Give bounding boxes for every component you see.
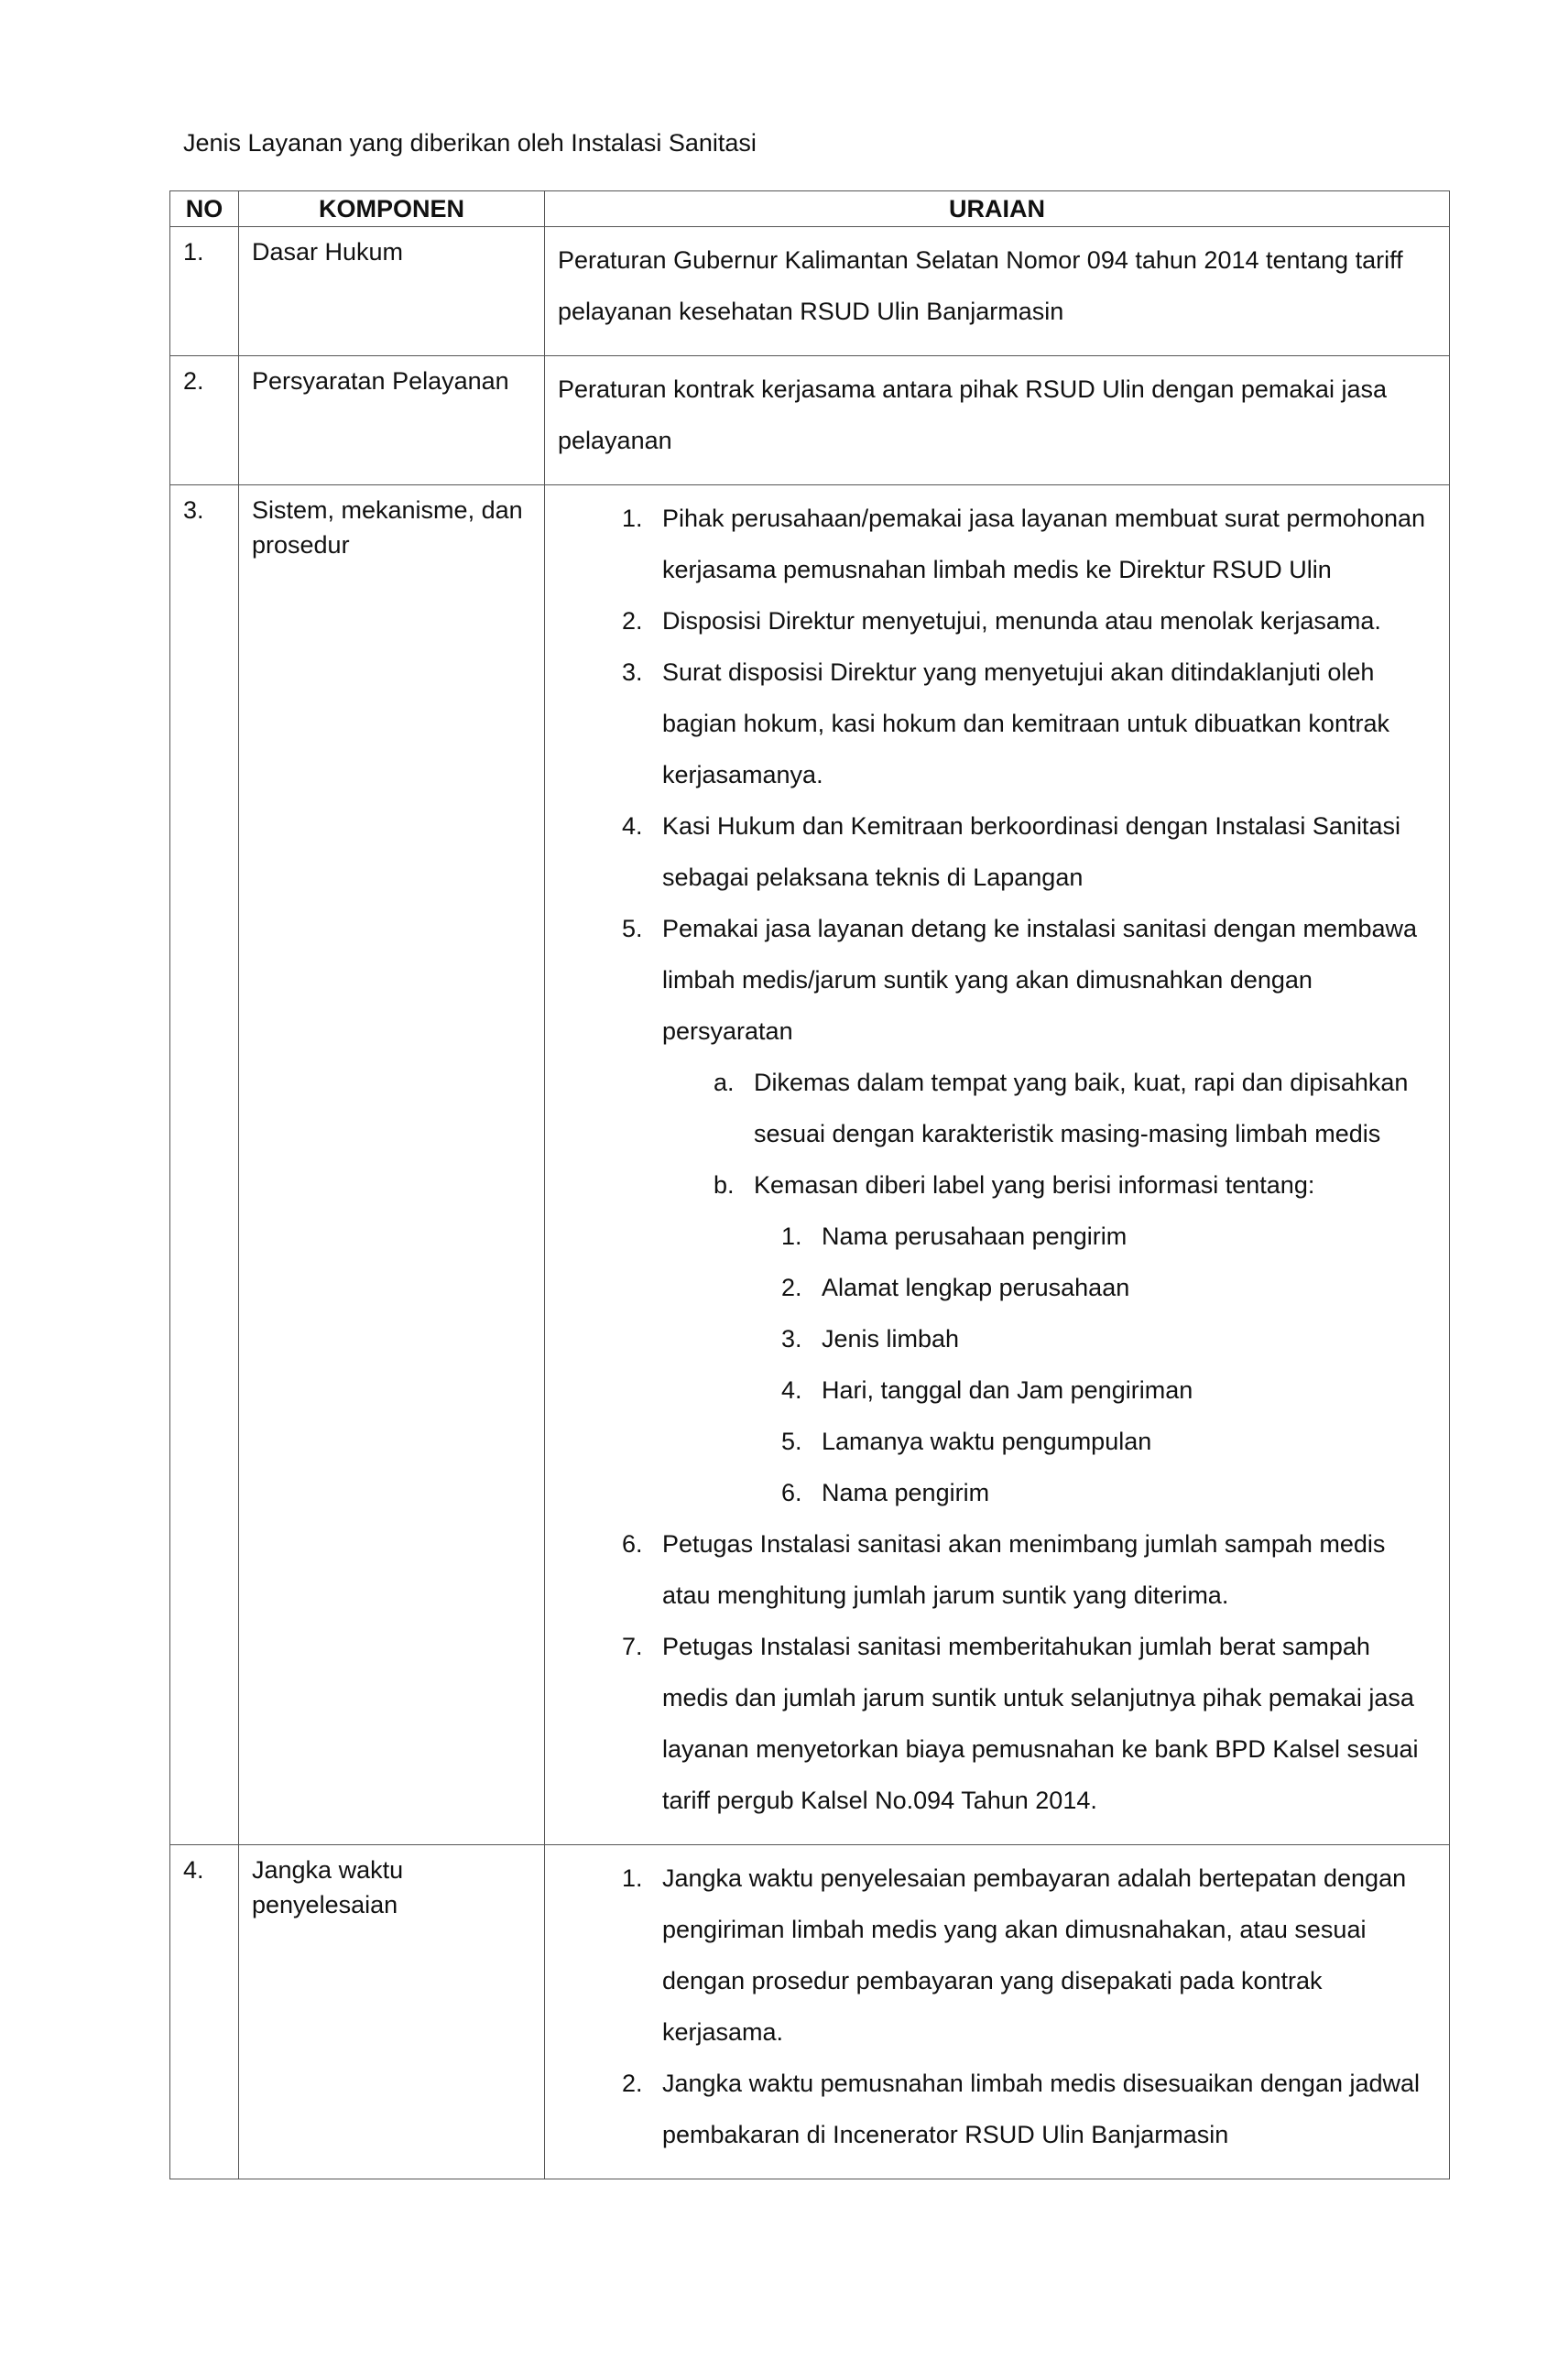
header-no: NO — [170, 191, 239, 227]
requirements-list — [662, 1057, 1436, 1518]
row-description — [545, 1845, 1450, 2179]
list-item: 6. Nama pengirim — [809, 1467, 1436, 1518]
table-row — [170, 485, 1450, 1845]
procedure-steps — [558, 493, 1436, 1826]
row-component: Dasar Hukum — [239, 227, 545, 356]
list-item: 2. Jangka waktu pemusnahan limbah medis disesuaikan dengan jadwal pembakaran di Incenerator RSUD Ulin Banjarmasin — [649, 2058, 1436, 2160]
timeframe-steps — [558, 1853, 1436, 2160]
list-item — [741, 1159, 1436, 1518]
table-row — [170, 1845, 1450, 2179]
list-item: 1. Jangka waktu penyelesaian pembayaran adalah bertepatan dengan pengiriman limbah medis yang akan dimusnahakan, atau sesuai dengan prosedur pembayaran yang disepakati pada kontrak kerjasama. — [649, 1853, 1436, 2058]
table-row — [170, 227, 1450, 356]
list-item: a. Dikemas dalam tempat yang baik, kuat, rapi dan dipisahkan sesuai dengan karakteristik masing-masing limbah medis — [741, 1057, 1436, 1159]
list-item: 1. Pihak perusahaan/pemakai jasa layanan membuat surat permohonan kerjasama pemusnahan limbah medis ke Direktur RSUD Ulin — [649, 493, 1436, 595]
row-number: 4. — [170, 1845, 239, 2179]
row-component: Sistem, mekanisme, dan prosedur — [239, 485, 545, 1845]
row-description — [545, 485, 1450, 1845]
table-row — [170, 356, 1450, 485]
list-item: 2. Alamat lengkap perusahaan — [809, 1262, 1436, 1313]
list-item-text: Pemakai jasa layanan detang ke instalasi sanitasi dengan membawa limbah medis/jarum suntik yang akan dimusnahkan dengan persyaratan — [662, 915, 1418, 1045]
list-item: 6. Petugas Instalasi sanitasi akan menimbang jumlah sampah medis atau menghitung jumlah jarum suntik yang diterima. — [649, 1518, 1436, 1621]
list-item: 3. Jenis limbah — [809, 1313, 1436, 1364]
list-item: 1. Nama perusahaan pengirim — [809, 1211, 1436, 1262]
row-number: 2. — [170, 356, 239, 485]
row-number: 1. — [170, 227, 239, 356]
list-item-text: Kemasan diberi label yang berisi informasi tentang: — [754, 1171, 1315, 1199]
table-header-row — [170, 191, 1450, 227]
list-item: 3. Surat disposisi Direktur yang menyetujui akan ditindaklanjuti oleh bagian hokum, kasi hokum dan kemitraan untuk dibuatkan kontrak kerjasamanya. — [649, 647, 1436, 800]
row-component: Jangka waktu penyelesaian — [239, 1845, 545, 2179]
header-komponen: KOMPONEN — [239, 191, 545, 227]
list-item: 2. Disposisi Direktur menyetujui, menunda atau menolak kerjasama. — [649, 595, 1436, 647]
list-item: 5. Lamanya waktu pengumpulan — [809, 1416, 1436, 1467]
list-item: 4. Kasi Hukum dan Kemitraan berkoordinasi dengan Instalasi Sanitasi sebagai pelaksana teknis di Lapangan — [649, 800, 1436, 903]
page-title: Jenis Layanan yang diberikan oleh Instalasi Sanitasi — [183, 129, 757, 157]
header-uraian: URAIAN — [545, 191, 1450, 227]
list-item: 4. Hari, tanggal dan Jam pengiriman — [809, 1364, 1436, 1416]
list-item — [649, 903, 1436, 1518]
services-table — [169, 190, 1450, 2179]
list-item: 7. Petugas Instalasi sanitasi memberitahukan jumlah berat sampah medis dan jumlah jarum suntik untuk selanjutnya pihak pemakai jasa layanan menyetorkan biaya pemusnahan ke bank BPD Kalsel sesuai tariff pergub Kalsel No.094 Tahun 2014. — [649, 1621, 1436, 1826]
row-number: 3. — [170, 485, 239, 1845]
row-description: Peraturan kontrak kerjasama antara pihak RSUD Ulin dengan pemakai jasa pelayanan — [545, 356, 1450, 485]
row-component: Persyaratan Pelayanan — [239, 356, 545, 485]
row-description: Peraturan Gubernur Kalimantan Selatan Nomor 094 tahun 2014 tentang tariff pelayanan kesehatan RSUD Ulin Banjarmasin — [545, 227, 1450, 356]
label-info-list — [754, 1211, 1436, 1518]
